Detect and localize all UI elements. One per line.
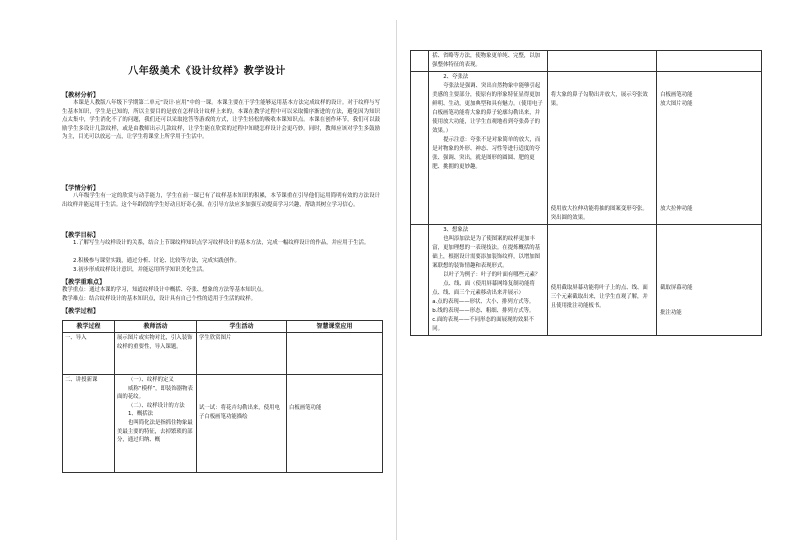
teacher-activity-cell [429, 72, 548, 225]
page-separator [396, 20, 397, 540]
teacher-line: 点、线、面（使用屏幕网络复制功能将点、线、面三个元素移动出来并展示） [432, 281, 535, 296]
student-activity-cell: 学生欣赏图片 [197, 333, 287, 375]
continuation-table [410, 50, 762, 336]
teacher-line: 以叶子为例子：叶子的叶面有哪些元素？ [443, 272, 541, 278]
smart-classroom-cell [287, 333, 383, 375]
student-activity-cell [547, 51, 656, 72]
teacher-line: 2、夸张法 [443, 74, 469, 80]
left-page [22, 20, 392, 540]
smart-line: 批注功能 [660, 310, 682, 316]
teacher-activity-cell [429, 51, 548, 72]
stage-cell [63, 375, 115, 473]
table-header-cell: 学生活动 [197, 321, 287, 333]
teacher-line: 括、省略等方法，使物象更单纯、完整，以加强整体特征的表现。 [432, 53, 541, 68]
student-activity-cell [547, 225, 656, 336]
teacher-line: a.点的表现——形状、大小、排列方式等。 [432, 299, 535, 305]
table-row [63, 333, 383, 375]
stage-cell [411, 225, 429, 336]
student-activity-cell [197, 375, 287, 473]
table-row [63, 375, 383, 473]
document-title: 八年级美术《设计纹样》教学设计 [128, 66, 286, 77]
learner-paragraph: 八年级学生有一定的欣赏与动手能力，学生在前一课已有了纹样基本知识的积累，本节课重在引导他们运用简明有效的方法设计出纹样并能运用于生活。这个年龄段的学生好动且好奇心强，在引导方法应多加强互动提高学习兴趣，帮助其树立学习信心。 [62, 193, 380, 208]
teacher-activity-cell [115, 375, 197, 473]
table-header-cell: 教师活动 [115, 321, 197, 333]
section-heading-process: 【教学过程】 [62, 308, 100, 315]
smart-line: 白板画笔功能 [660, 92, 693, 98]
goal-item: 2.积极参与课堂实践，通过分析、讨论、比较等方法，完成实践创作。 [73, 258, 240, 264]
teacher-line: 夸张法是强调、突出自然物象中能够引起美感的主要部分，使原有的形象特征显得更加鲜明、生动，更加典型和具有魅力。（使用电子白板画笔功能将大象的鼻子轮廓勾勒出来，并使用放大功能，让学生直观地看到夸张鼻子的效果。） [432, 83, 543, 134]
keypoint-item: 教学难点：结合纹样设计的基本知识点，设计具有自己个性的适用于生活的纹样。 [62, 296, 257, 302]
process-table [62, 320, 383, 473]
goal-item: 1.了解写生与纹样设计的关系，结合上节课纹样知识点学习纹样设计的基本方法，完成一幅纹样设计的作品，并应用于生活。 [73, 240, 370, 246]
teacher-line: （二）、纹样设计的方法 [128, 402, 185, 409]
table-header-cell: 智慧课堂应用 [287, 321, 383, 333]
table-header-row [63, 321, 383, 333]
keypoint-item: 教学重点：通过本课的学习，知道纹样设计中概括、夸张、想象的方法等基本知识点。 [62, 287, 267, 293]
smart-line: 白板画笔功能 [289, 405, 322, 411]
stage-cell [411, 51, 429, 72]
table-row [411, 51, 762, 72]
teacher-line: 1、概括法 [128, 411, 153, 418]
teacher-activity-cell: 展示图片或实物对比，引入装饰纹样的重要性，导入课题。 [115, 333, 197, 375]
student-line: 使用放大拉伸功能将抽的图案变形夸张。突出圆的效果。 [550, 206, 648, 221]
student-line: 使用截取屏幕功能将叶子上的点、线、面三个元素截取出来，让学生直观了解，并且使用批注功能板书。 [550, 285, 648, 309]
smart-line: 放大拉伸功能 [660, 206, 693, 212]
smart-line: 截取屏幕功能 [660, 285, 693, 291]
student-line: 将大象的鼻子勾勒出并放大，展示夸张效果。 [550, 92, 648, 107]
teacher-line: 3、想象法 [443, 227, 469, 233]
teacher-line: 也叫添加法是为了使图案的纹样更加丰富，更加理想的一表现技法。在提炼概括的基础上，根据设计需要添加装饰纹样，以增加图案联想的装饰情趣和表现形式。 [432, 236, 541, 269]
teacher-line: b.线的表现——形态、粗细、排列方式等。 [432, 308, 535, 314]
table-row [411, 72, 762, 225]
right-page [400, 20, 774, 540]
section-heading-keypoints: 【教学重难点】 [62, 279, 106, 286]
student-activity-cell [547, 72, 656, 225]
table-row [411, 225, 762, 336]
teacher-line: （一）、纹样的定义 [128, 377, 174, 383]
teacher-line: 威称“模样”，即装饰器物表面的花纹。 [117, 385, 193, 401]
analysis-paragraph: 本课是人教版八年级下学期第二单元“设计·应用”中的一课。本课主要在于学生能够运用基本方法完成纹样的设计。对于纹样与写生基本知识，学生是已知的，所以主要目的是放在怎样设计纹样上来的。本课在教学过程中可以采取循序渐进的方法，避免因为知识点太集中，学生消化不了的问题，我们还可以采取抢答等游戏的方式，让学生轻松的吸收本课知识点。本课在创作环节，我们可以鼓励学生多设计几款纹样，或是由教师出示几款纹样，让学生能在欣赏的过程中知晓怎样设计会更巧妙。同时，教师应该对学生多鼓励为主，目光可以放远一点，让学生将课堂上所学用于生活中。 [62, 100, 380, 141]
teacher-activity-cell [429, 225, 548, 336]
smart-line: 放大图片功能 [660, 101, 693, 107]
smart-classroom-cell [657, 72, 762, 225]
teacher-line: 也叫简化法是指抓住物象最美最主要的特征，去掉繁琐的部分，通过归纳、概 [117, 419, 193, 444]
teacher-line: c.面的表现——不同形态的面展现的效果不同。 [432, 317, 534, 332]
section-heading-learner: 【学情分析】 [62, 185, 100, 192]
smart-classroom-cell [287, 375, 383, 473]
goal-item: 3.初步形成纹样设计意识，并能运用所学知识美化生活。 [73, 267, 208, 273]
stage-cell [411, 72, 429, 225]
section-heading-analysis: 【教材分析】 [62, 92, 100, 99]
stage-label: 二、讲授新课 [65, 377, 98, 383]
smart-classroom-cell [657, 51, 762, 72]
stage-cell: 一、导入 [63, 333, 115, 375]
table-header-cell: 教学过程 [63, 321, 115, 333]
smart-classroom-cell [657, 225, 762, 336]
section-heading-goals: 【教学目标】 [62, 232, 100, 239]
student-line: 试一试：将花卉勾勒出来，使用电子白板画笔功能描绘 [199, 405, 280, 420]
teacher-line: 提示注意：夸张不是对象简单的放大，而是对物象的外形、神态、习性等进行适度的夸张、强调、突出，就是图形的圆圆、肥的更肥、挑拥的更妙趣。 [432, 137, 541, 170]
